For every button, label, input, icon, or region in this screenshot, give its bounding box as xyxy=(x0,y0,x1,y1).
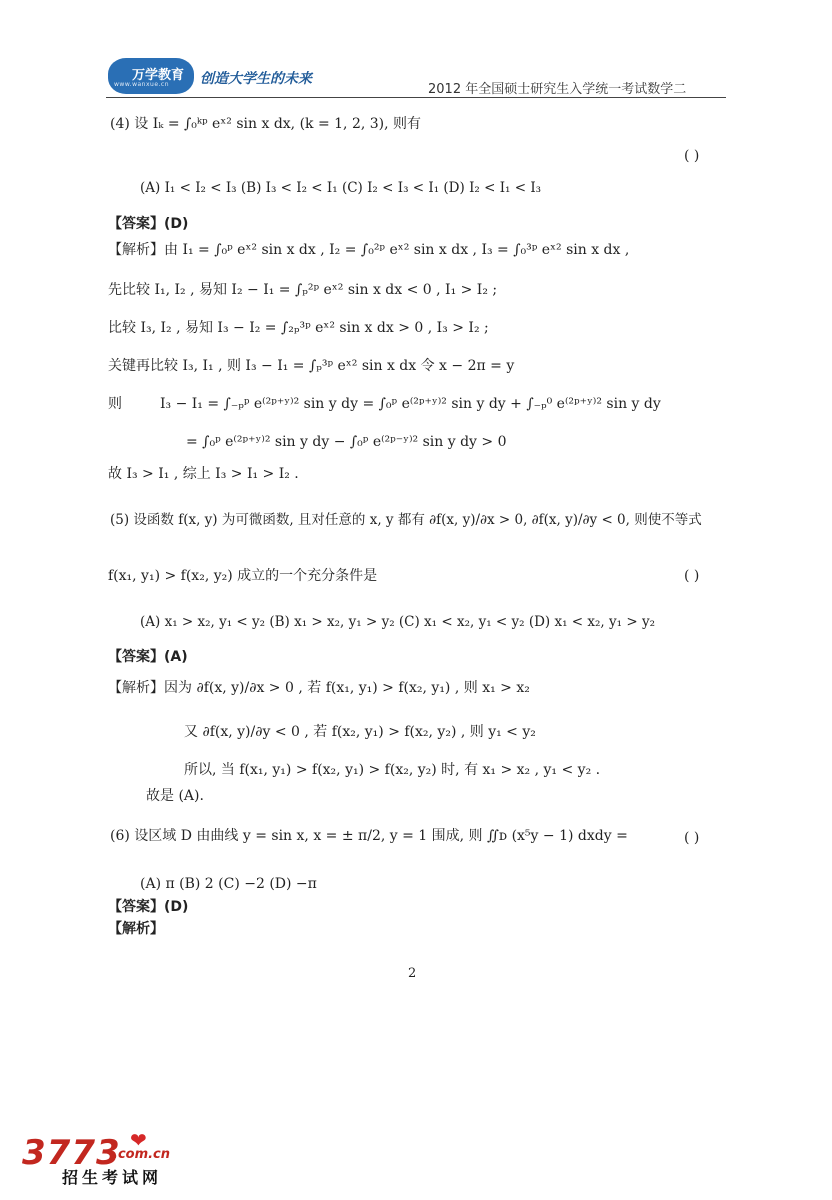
q5-analysis-1: 【解析】因为 ∂f(x, y)/∂x > 0 , 若 f(x₁, y₁) > f(x₂, y₁) , 则 x₁ > x₂ xyxy=(108,680,530,696)
q5-stem-2: f(x₁, y₁) > f(x₂, y₂) 成立的一个充分条件是 xyxy=(108,568,378,584)
q4-analysis-2: 先比较 I₁, I₂ , 易知 I₂ − I₁ = ∫ₚ²ᵖ eˣ² sin x dx < 0 , I₁ > I₂ ; xyxy=(108,282,498,298)
q6-stem: (6) 设区域 D 由曲线 y = sin x, x = ± π/2, y = 1 围成, 则 ∬ᴅ (x⁵y − 1) dxdy = xyxy=(110,828,628,844)
q4-analysis-6: = ∫₀ᵖ e⁽²ᵖ⁺ʸ⁾² sin y dy − ∫₀ᵖ e⁽²ᵖ⁻ʸ⁾² sin y dy > 0 xyxy=(186,434,507,450)
q5-analysis-2: 又 ∂f(x, y)/∂y < 0 , 若 f(x₂, y₁) > f(x₂, y₂) , 则 y₁ < y₂ xyxy=(184,724,536,740)
q6-options: (A) π (B) 2 (C) −2 (D) −π xyxy=(140,876,317,892)
q5-answer: 【答案】(A) xyxy=(108,649,188,665)
q4-answer-paren: ( ) xyxy=(684,148,700,164)
header-slogan: 创造大学生的未来 xyxy=(200,71,312,87)
brand-logo xyxy=(108,58,194,94)
q4-analysis-5-label: 则 xyxy=(108,396,122,412)
logo-subtext: www.wanxue.cn xyxy=(114,81,170,88)
q4-analysis-5: I₃ − I₁ = ∫₋ₚᵖ e⁽²ᵖ⁺ʸ⁾² sin y dy = ∫₀ᵖ e⁽²ᵖ⁺ʸ⁾² sin y dy + ∫₋ₚ⁰ e⁽²ᵖ⁺ʸ⁾² sin y dy xyxy=(160,396,661,412)
q5-answer-paren: ( ) xyxy=(684,568,700,584)
watermark-number: 3773 xyxy=(22,1133,121,1173)
q5-stem-1: (5) 设函数 f(x, y) 为可微函数, 且对任意的 x, y 都有 ∂f(x, y)/∂x > 0, ∂f(x, y)/∂y < 0, 则使不等式 xyxy=(110,512,702,528)
header-divider xyxy=(106,97,726,98)
q4-analysis-7: 故 I₃ > I₁ , 综上 I₃ > I₁ > I₂ . xyxy=(108,466,299,482)
heart-icon: ❤ xyxy=(130,1128,147,1152)
q5-analysis-4: 故是 (A). xyxy=(146,788,204,804)
q4-analysis-3: 比较 I₃, I₂ , 易知 I₃ − I₂ = ∫₂ₚ³ᵖ eˣ² sin x dx > 0 , I₃ > I₂ ; xyxy=(108,320,489,336)
q4-stem: (4) 设 Iₖ = ∫₀ᵏᵖ eˣ² sin x dx, (k = 1, 2, 3), 则有 xyxy=(110,116,422,132)
q5-analysis-3: 所以, 当 f(x₁, y₁) > f(x₂, y₁) > f(x₂, y₂) 时, 有 x₁ > x₂ , y₁ < y₂ . xyxy=(184,762,601,778)
q4-options: (A) I₁ < I₂ < I₃ (B) I₃ < I₂ < I₁ (C) I₂ < I₃ < I₁ (D) I₂ < I₁ < I₃ xyxy=(140,180,542,196)
q4-answer: 【答案】(D) xyxy=(108,216,189,232)
logo-text: 万学教育 xyxy=(132,68,185,83)
q4-analysis-4: 关键再比较 I₃, I₁ , 则 I₃ − I₁ = ∫ₚ³ᵖ eˣ² sin x dx 令 x − 2π = y xyxy=(108,358,515,374)
watermark-site-name: 招生考试网 xyxy=(62,1168,163,1187)
q6-answer: 【答案】(D) xyxy=(108,899,189,915)
page-number: 2 xyxy=(408,966,417,981)
q4-analysis-1: 【解析】由 I₁ = ∫₀ᵖ eˣ² sin x dx , I₂ = ∫₀²ᵖ eˣ² sin x dx , I₃ = ∫₀³ᵖ eˣ² sin x dx , xyxy=(108,242,630,258)
q6-answer-paren: ( ) xyxy=(684,830,700,846)
q5-options: (A) x₁ > x₂, y₁ < y₂ (B) x₁ > x₂, y₁ > y₂ (C) x₁ < x₂, y₁ < y₂ (D) x₁ < x₂, y₁ > y₂ xyxy=(140,614,655,630)
q6-analysis: 【解析】 xyxy=(108,921,164,937)
watermark-domain: .com.cn xyxy=(113,1147,171,1162)
header-title: 2012 年全国硕士研究生入学统一考试数学二 xyxy=(428,82,687,97)
